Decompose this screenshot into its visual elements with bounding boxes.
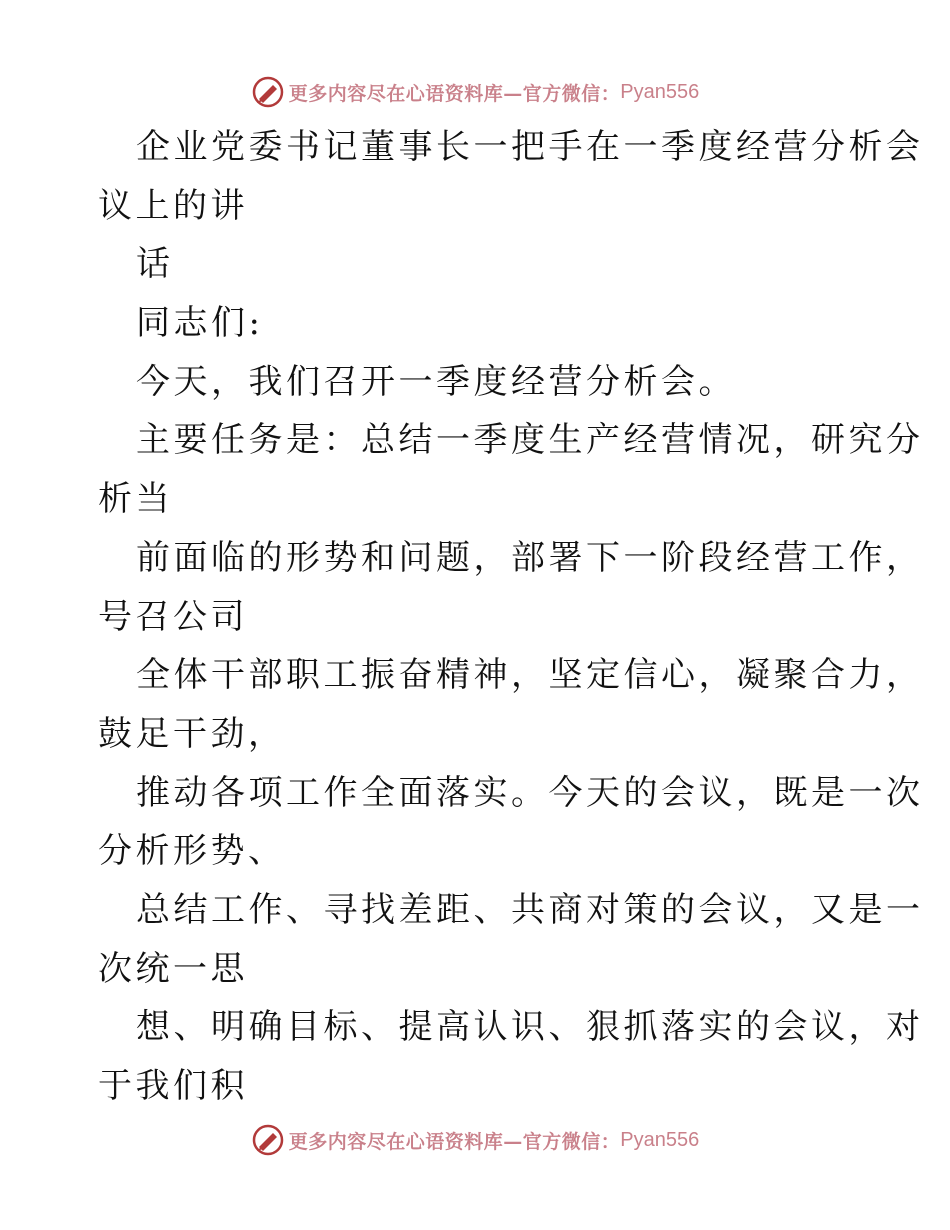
header-watermark [0, 72, 950, 112]
text-line: 次统一思 [98, 948, 248, 989]
text-line: 推动各项工作全面落实。今天的会议，既是一次 [136, 772, 924, 813]
text-line: 主要任务是：总结一季度生产经营情况，研究分 [136, 420, 924, 461]
text-line: 前面临的形势和问题，部署下一阶段经营工作， [136, 537, 924, 578]
text-line: 话 [136, 244, 174, 285]
document-body [98, 118, 924, 1116]
text-line: 全体干部职工振奋精神，坚定信心，凝聚合力， [136, 655, 924, 696]
text-line: 总结工作、寻找差距、共商对策的会议，又是一 [136, 889, 924, 930]
footer-watermark [0, 1120, 950, 1160]
text-line: 今天，我们召开一季度经营分析会。 [136, 361, 736, 402]
text-line: 想、明确目标、提高认识、狠抓落实的会议，对 [136, 1007, 924, 1048]
pen-logo-icon [251, 75, 285, 109]
pen-logo-icon [251, 1123, 285, 1157]
text-line: 分析形势、 [98, 831, 286, 872]
text-line: 同志们: [136, 303, 264, 344]
text-line: 企业党委书记董事长一把手在一季度经营分析会 [136, 127, 924, 167]
text-line: 于我们积 [98, 1066, 248, 1106]
watermark-wechat-id: Pyan556 [620, 1128, 700, 1151]
text-line: 号召公司 [98, 596, 248, 637]
watermark-wechat-id: Pyan556 [620, 80, 700, 103]
text-line: 析当 [98, 479, 173, 520]
watermark-text: 更多内容尽在心语资料库—官方微信： [288, 82, 621, 105]
text-line: 鼓足干劲， [98, 713, 286, 754]
text-line: 议上的讲 [98, 185, 248, 226]
watermark-text: 更多内容尽在心语资料库—官方微信： [288, 1130, 621, 1153]
